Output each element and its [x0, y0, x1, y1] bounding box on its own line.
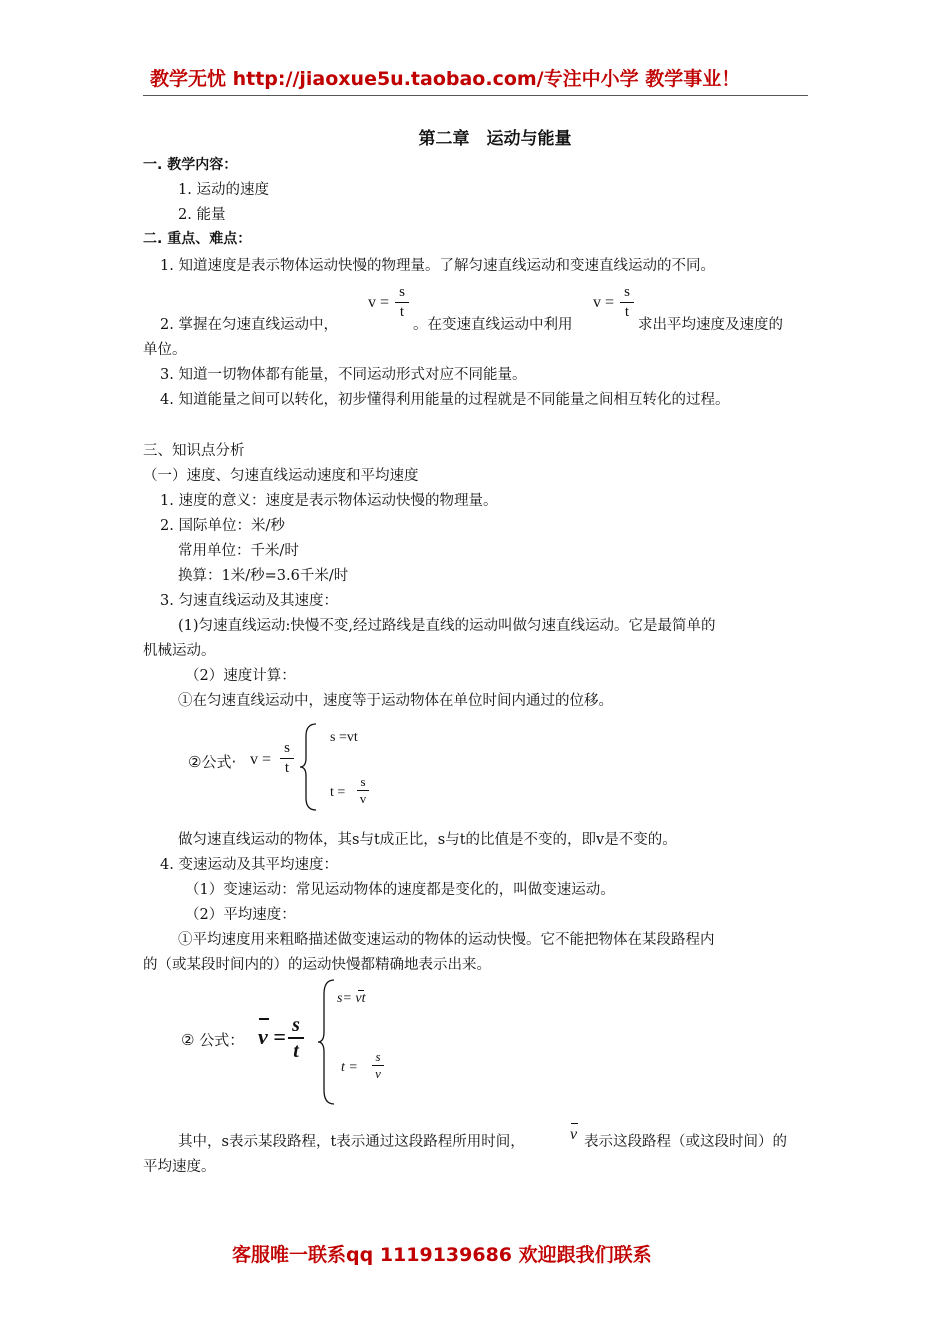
formula-1-row-2-num: s — [360, 774, 366, 789]
formula-1-label: ②公式· — [188, 753, 237, 771]
key-point-1: 1. 知道速度是表示物体运动快慢的物理量。了解匀速直线运动和变速直线运动的不同。 — [160, 258, 715, 274]
analysis-line-14: ①平均速度用来粗略描述做变速运动的物体的运动快慢。它不能把物体在某段路程内 — [178, 932, 715, 948]
key-point-2c: 求出平均速度及速度的 — [638, 317, 783, 333]
left-brace-icon — [316, 978, 338, 1106]
analysis-line-16b: 表示这段路程（或这段时间）的 — [584, 1134, 787, 1150]
formula-2-den: t — [293, 1040, 299, 1062]
formula-1-den: t — [284, 759, 290, 776]
inline-fraction-1-den: t — [399, 303, 405, 320]
subsection-heading-1: （一）速度、匀速直线运动速度和平均速度 — [143, 468, 419, 484]
analysis-line-8: （2）速度计算： — [185, 668, 296, 684]
analysis-line-11: 4. 变速运动及其平均速度： — [160, 857, 338, 873]
section-heading-key-points: 二. 重点、难点： — [143, 231, 252, 247]
formula-2-lhs: v = — [258, 1024, 286, 1049]
section-heading-content: 一. 教学内容： — [143, 157, 238, 173]
analysis-line-1: 1. 速度的意义：速度是表示物体运动快慢的物理量。 — [160, 493, 498, 509]
inline-fraction-2 — [620, 284, 634, 320]
section-heading-analysis: 三、知识点分析 — [143, 443, 245, 459]
inline-vbar: v — [570, 1126, 578, 1143]
analysis-line-4: 换算：1米/秒=3.6千米/时 — [178, 568, 349, 584]
analysis-line-7: 机械运动。 — [143, 643, 216, 659]
analysis-line-2: 2. 国际单位：米/秒 — [160, 518, 285, 534]
fraction-bar — [288, 1037, 304, 1039]
formula-2-row-1: s= vt — [337, 991, 366, 1006]
overline-mark — [358, 990, 364, 991]
key-point-3: 3. 知道一切物体都有能量，不同运动形式对应不同能量。 — [160, 367, 527, 383]
formula-1-row-2-fraction — [357, 775, 369, 807]
analysis-line-12: （1）变速运动：常见运动物体的速度都是变化的，叫做变速运动。 — [185, 882, 615, 898]
inline-fraction-2-num: s — [624, 284, 630, 300]
key-point-2d: 单位。 — [143, 342, 187, 358]
content-item-2: 2. 能量 — [178, 207, 226, 223]
analysis-line-10: 做匀速直线运动的物体，其s与t成正比，s与t的比值是不变的，即v是不变的。 — [178, 832, 677, 848]
left-brace-icon — [298, 722, 320, 812]
header-banner: 教学无忧 http://jiaoxue5u.taobao.com/专注中小学 教学事业！ — [150, 68, 741, 90]
analysis-line-5: 3. 匀速直线运动及其速度： — [160, 593, 338, 609]
fraction-bar — [395, 302, 409, 303]
inline-fraction-1-num: s — [399, 284, 405, 300]
key-point-2b: 。在变速直线运动中利用 — [413, 317, 573, 333]
analysis-line-6: (1)匀速直线运动:快慢不变,经过路线是直线的运动叫做匀速直线运动。它是最简单的 — [178, 618, 716, 634]
formula-2-fraction — [288, 1014, 304, 1062]
inline-v-equals-1: v = — [368, 294, 390, 311]
analysis-line-16a: 其中，s表示某段路程，t表示通过这段路程所用时间， — [178, 1134, 525, 1150]
formula-2-row-2-fraction — [372, 1050, 384, 1082]
footer-contact: 客服唯一联系qq 1119139686 欢迎跟我们联系 — [232, 1244, 652, 1266]
overline-mark — [259, 1018, 269, 1020]
chapter-title: 第二章 运动与能量 — [418, 129, 572, 149]
formula-1-num: s — [284, 740, 290, 756]
formula-1-row-2-den: v — [359, 791, 367, 807]
fraction-bar — [280, 758, 294, 759]
header-rule — [143, 95, 808, 96]
formula-1-lhs: v = — [250, 751, 272, 768]
formula-1-row-2: t = — [330, 785, 346, 800]
inline-v-equals-2: v = — [593, 294, 615, 311]
formula-2-label: ② 公式： — [181, 1031, 245, 1049]
content-item-1: 1. 运动的速度 — [178, 182, 269, 198]
overline-mark — [571, 1123, 578, 1124]
formula-2-num: s — [292, 1014, 300, 1036]
analysis-line-3: 常用单位：千米/时 — [178, 543, 299, 559]
analysis-line-15: 的（或某段时间内的）的运动快慢都精确地表示出来。 — [143, 957, 491, 973]
formula-1-fraction — [280, 740, 294, 776]
inline-fraction-2-den: t — [624, 303, 630, 320]
key-point-4: 4. 知道能量之间可以转化，初步懂得利用能量的过程就是不同能量之间相互转化的过程。 — [160, 392, 730, 408]
inline-fraction-1 — [395, 284, 409, 320]
analysis-line-9: ①在匀速直线运动中，速度等于运动物体在单位时间内通过的位移。 — [178, 693, 613, 709]
analysis-line-13: （2）平均速度： — [185, 907, 296, 923]
formula-2-row-2: t = — [341, 1060, 358, 1075]
analysis-line-17: 平均速度。 — [143, 1159, 216, 1175]
formula-2-row-2-num: s — [375, 1049, 381, 1064]
fraction-bar — [620, 302, 634, 303]
formula-2-row-2-den: v — [375, 1066, 381, 1082]
key-point-2a: 2. 掌握在匀速直线运动中， — [160, 317, 338, 333]
formula-1-row-1: s =vt — [330, 730, 358, 745]
